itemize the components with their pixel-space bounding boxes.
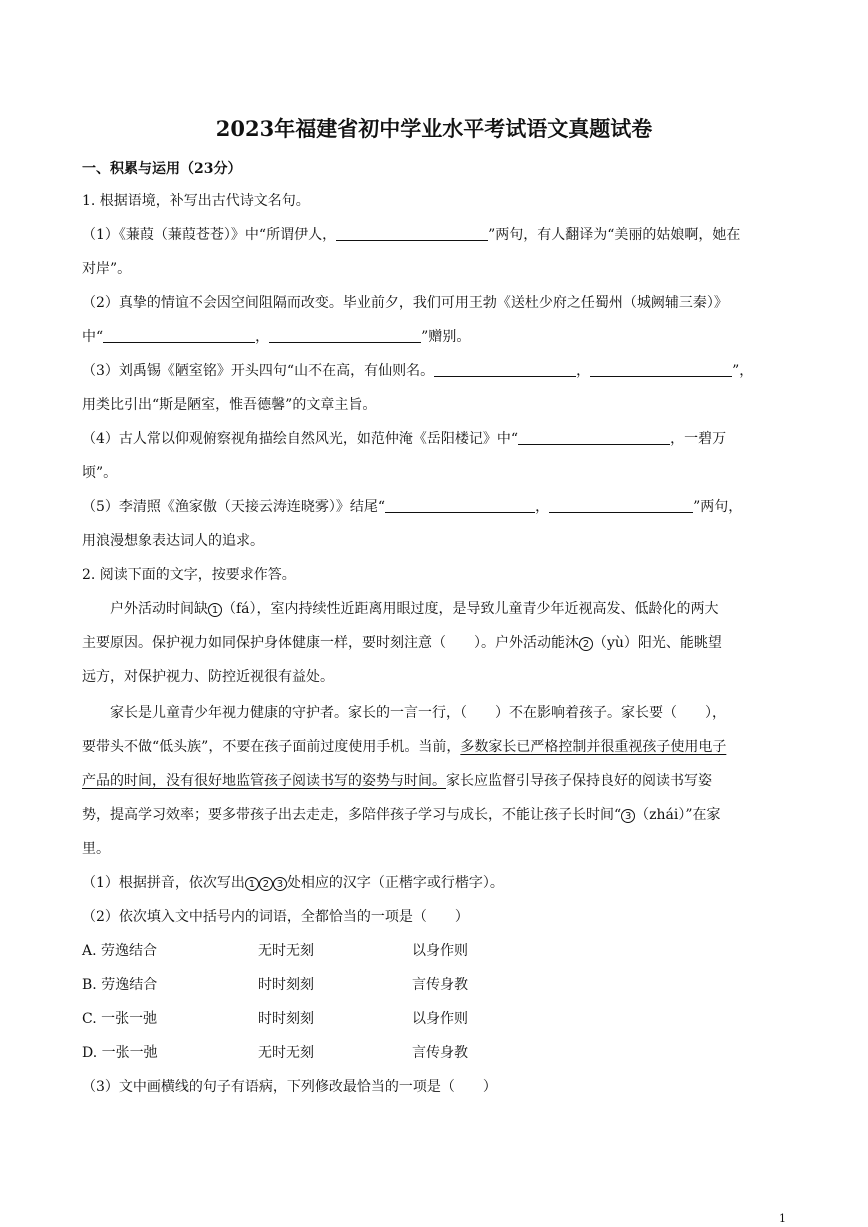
q1-s3-line2: 用类比引出“斯是陋室，惟吾德馨”的文章主旨。 [82,397,377,413]
circled-number-1: 1 [245,877,259,891]
passage-p1-line3: 远方，对保护视力、防控近视很有益处。 [82,669,334,685]
underlined-sentence: 多数家长已严格控制并很重视孩子使用电子 [460,739,727,755]
circled-number-3: 3 [273,877,287,891]
answer-blank[interactable] [103,328,255,343]
q1-s1-line1: （1）《蒹葭（蒹葭苍苍）》中“所谓伊人， ”两句，有人翻译为“美丽的姑娘啊，她在 [82,227,741,243]
q1-s5-line1: （5）李清照《渔家傲（天接云涛连晓雾）》结尾“ ， ”两句， [82,499,743,515]
option-d-label[interactable]: D. 一张一弛 [82,1045,158,1061]
q2-sub2: （2）依次填入文中括号内的词语，全都恰当的一项是（ ） [82,909,469,925]
circled-number-2: 2 [579,637,593,651]
q1-s2-line2: 中“ ， ”赠别。 [82,329,471,345]
answer-blank[interactable] [518,430,670,445]
q2-stem: 2. 阅读下面的文字，按要求作答。 [82,567,296,583]
option-c-word2: 时时刻刻 [258,1011,314,1027]
option-c-label[interactable]: C. 一张一弛 [82,1011,158,1027]
option-b-word3: 言传身教 [412,977,468,993]
passage-p2-line2: 要带头不做“低头族”，不要在孩子面前过度使用手机。当前，多数家长已严格控制并很重视孩子使用电子 [82,739,727,755]
q1-stem: 1. 根据语境，补写出古代诗文名句。 [82,193,310,209]
q1-s1-line2: 对岸”。 [82,261,132,277]
q1-s5-line2: 用浪漫想象表达词人的追求。 [82,533,264,549]
q2-sub3: （3）文中画横线的句子有语病，下列修改最恰当的一项是（ ） [82,1079,497,1095]
answer-blank[interactable] [434,362,576,377]
answer-blank[interactable] [269,328,421,343]
option-a-word2: 无时无刻 [258,943,314,959]
option-c-word3: 以身作则 [412,1011,468,1027]
q2-sub1: （1）根据拼音，依次写出 1 2 3 处相应的汉字（正楷字或行楷字）。 [82,875,504,891]
passage-p2-line3: 产品的时间，没有很好地监管孩子阅读书写的姿势与时间。家长应监督引导孩子保持良好的阅读书写姿 [82,773,712,789]
answer-blank[interactable] [549,498,693,513]
exam-title: 2023年福建省初中学业水平考试语文真题试卷 [215,116,653,141]
option-b-label[interactable]: B. 劳逸结合 [82,977,158,993]
option-b-word2: 时时刻刻 [258,977,314,993]
answer-blank[interactable] [385,498,535,513]
option-d-word2: 无时无刻 [258,1045,314,1061]
answer-blank[interactable] [336,226,488,241]
option-d-word3: 言传身教 [412,1045,468,1061]
section-heading: 一、积累与运用（23分） [82,161,242,177]
circled-number-1: 1 [208,603,222,617]
passage-p1-line2: 主要原因。保护视力如同保护身体健康一样，要时刻注意（ ）。户外活动能沐 2 （yù）阳光、能眺望 [82,635,722,651]
circled-number-2: 2 [259,877,273,891]
circled-number-3: 3 [621,809,635,823]
q1-s2-line1: （2）真挚的情谊不会因空间阻隔而改变。毕业前夕，我们可用王勃《送杜少府之任蜀州（城阙辅三秦）》 [82,295,728,311]
option-a-label[interactable]: A. 劳逸结合 [82,943,158,959]
passage-p2-line5: 里。 [82,841,110,857]
underlined-sentence: 产品的时间，没有很好地监管孩子阅读书写的姿势与时间。 [82,773,446,789]
passage-p2-line4: 势，提高学习效率；要多带孩子出去走走，多陪伴孩子学习与成长，不能让孩子长时间“ 3 （zhái）”在家 [82,807,721,823]
answer-blank[interactable] [590,362,732,377]
page-number: 1 [779,1212,786,1225]
passage-p1-line1: 户外活动时间缺 1 （fá），室内持续性近距离用眼过度，是导致儿童青少年近视高发、低龄化的两大 [110,601,719,617]
q1-s4-line1: （4）古人常以仰观俯察视角描绘自然风光，如范仲淹《岳阳楼记》中“ ，一碧万 [82,431,727,447]
q1-s3-line1: （3）刘禹锡《陋室铭》开头四句“山不在高，有仙则名。 ， ”， [82,363,754,379]
passage-p2-line1: 家长是儿童青少年视力健康的守护者。家长的一言一行，（ ）不在影响着孩子。家长要（ ）， [110,705,726,721]
option-a-word3: 以身作则 [412,943,468,959]
q1-s4-line2: 顷”。 [82,465,118,481]
